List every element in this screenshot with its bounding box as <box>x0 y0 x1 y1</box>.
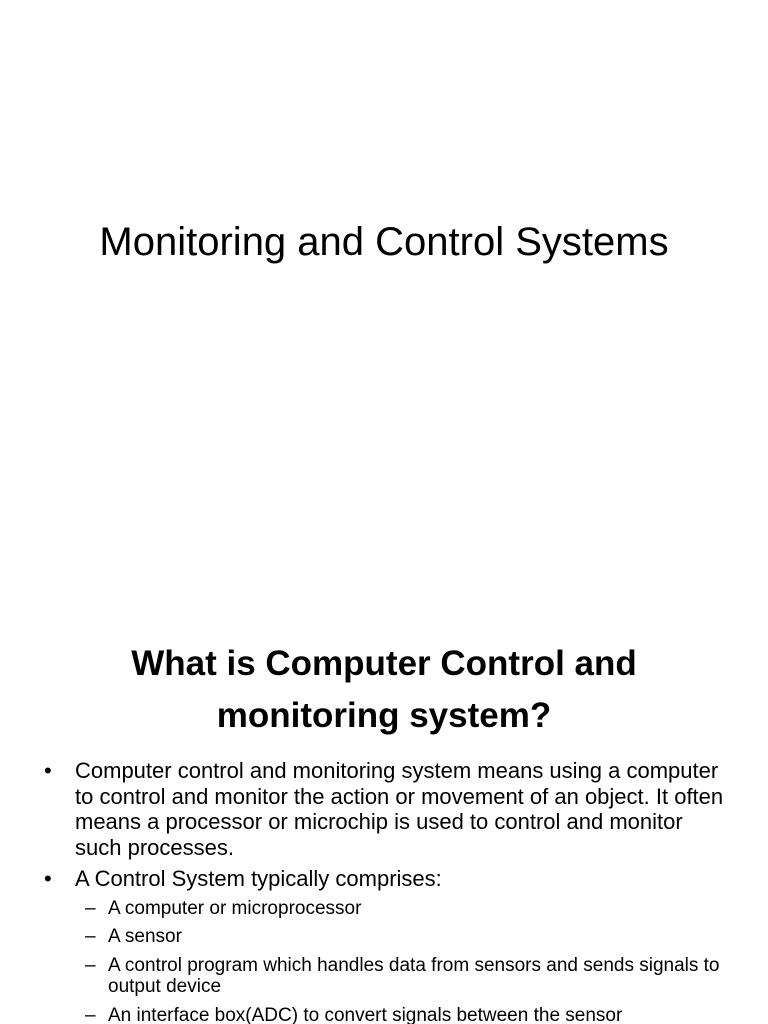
bullet-marker: • <box>44 866 52 891</box>
slide-title: Monitoring and Control Systems <box>99 220 669 264</box>
bullet-list <box>44 758 724 1024</box>
sub-bullet-item <box>85 898 724 920</box>
sub-bullet-item <box>85 1005 724 1024</box>
content-slide <box>0 576 768 1024</box>
content-slide-title <box>40 638 728 742</box>
sub-bullet-list <box>85 898 724 1024</box>
bullet-item <box>44 758 724 860</box>
bullet-marker: • <box>44 758 52 783</box>
content-title-line-2: monitoring system? <box>216 696 552 735</box>
bullet-text: A Control System typically comprises: <box>75 866 442 891</box>
sub-bullet-marker: – <box>85 897 96 919</box>
bullet-item <box>44 866 724 892</box>
sub-bullet-text: An interface box(ADC) to convert signals between the sensor <box>108 1004 623 1024</box>
sub-bullet-text: A computer or microprocessor <box>108 897 362 919</box>
sub-bullet-text: A sensor <box>108 926 182 947</box>
bullet-text: Computer control and monitoring system means using a computer to control and monitor the action or movement of an object. It often means a processor or microchip is used to control and monitor such processes. <box>75 758 724 860</box>
sub-bullet-marker: – <box>85 926 96 947</box>
sub-bullet-marker: – <box>85 954 96 976</box>
sub-bullet-text: A control program which handles data from sensors and sends signals to output device <box>108 954 720 997</box>
content-title-line-1: What is Computer Control and <box>131 644 637 683</box>
sub-bullet-item <box>85 926 724 948</box>
sub-bullet-item <box>85 955 724 998</box>
sub-bullet-marker: – <box>85 1004 96 1024</box>
